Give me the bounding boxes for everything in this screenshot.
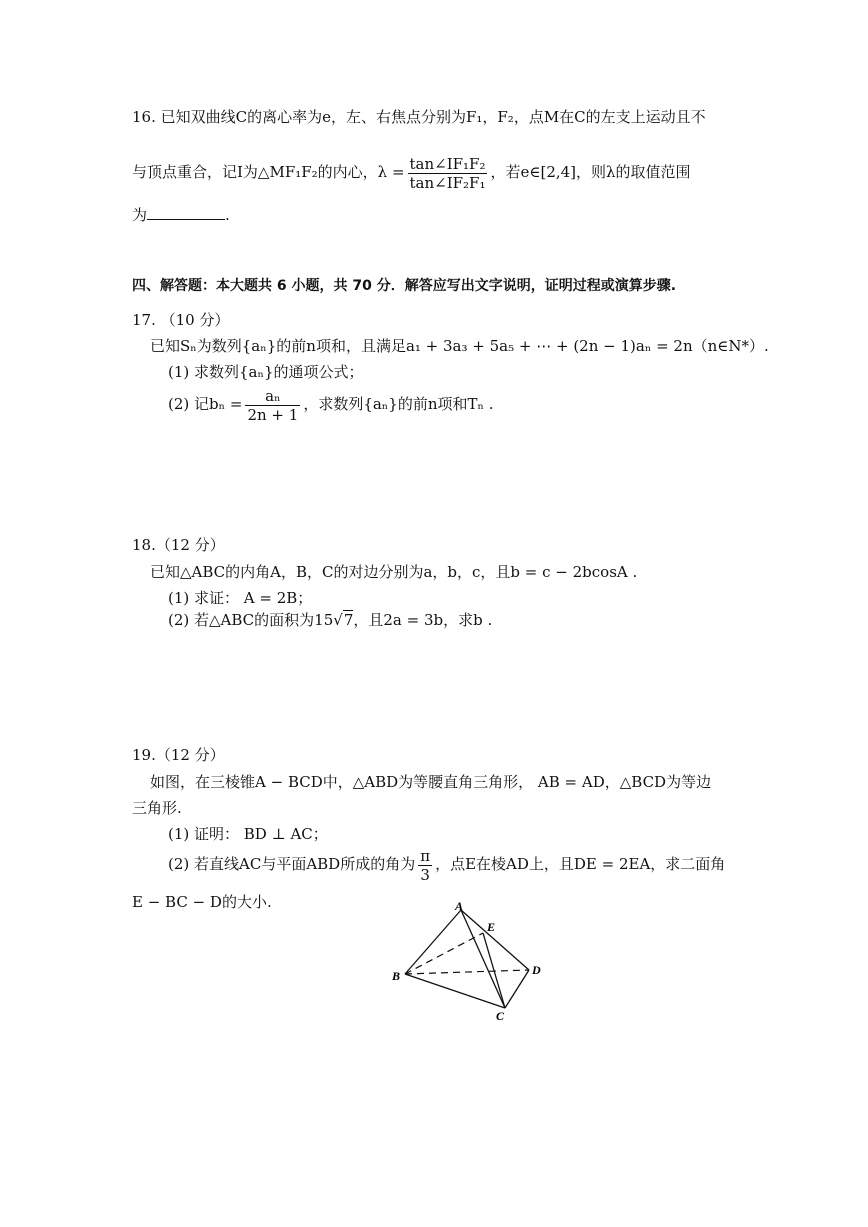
edge-ba: [405, 910, 461, 974]
q16-frac-num: tan∠IF₁F₂: [409, 154, 486, 173]
q16-fraction: [408, 155, 488, 192]
q18-header: 18.（12 分）: [132, 536, 225, 554]
q17-part2-pre: (2) 记bₙ =: [168, 395, 243, 413]
q19-stem1: 如图，在三棱锥A − BCD中，△ABD为等腰直角三角形， AB = AD，△BCD为等边: [150, 773, 712, 791]
label-e: E: [487, 920, 496, 934]
q19-part2-pre: (2) 若直线AC与平面ABD所成的角为: [168, 855, 416, 873]
q18-stem: 已知△ABC的内角A，B，C的对边分别为a，b，c，且b = c − 2bcosA .: [150, 563, 638, 581]
q18-part2: [168, 610, 492, 630]
q19-part1: (1) 证明： BD ⊥ AC；: [168, 825, 328, 843]
q16-line3-end: .: [225, 206, 230, 224]
q17-frac-num: aₙ: [245, 387, 300, 406]
q16-line3-text: 为: [132, 206, 148, 224]
q16-line2: [132, 150, 691, 194]
label-d: D: [532, 963, 541, 977]
label-c: C: [496, 1009, 505, 1023]
q17-part2: [168, 382, 494, 426]
edge-bd-hidden: [405, 970, 529, 974]
q17-part2-post: ，求数列{aₙ}的前n项和Tₙ .: [303, 395, 494, 413]
answer-blank[interactable]: [147, 205, 225, 220]
q18-part2-pre: (2) 若△ABC的面积为15: [168, 611, 334, 629]
q17-frac-den: 2n + 1: [247, 405, 299, 424]
q18-part2-post: ，且2a = 3b，求b .: [353, 611, 493, 629]
label-a: A: [455, 899, 464, 913]
q16-line2-pre: 与顶点重合，记I为△MF₁F₂的内心，λ =: [132, 163, 405, 181]
q16-line3: [132, 205, 230, 225]
edge-cd: [505, 970, 529, 1008]
q16-frac-den: tan∠IF₂F₁: [409, 173, 486, 192]
q17-fraction: [245, 387, 300, 424]
q19-part2-post: ，点E在棱AD上，且DE = 2EA，求二面角: [435, 855, 726, 873]
edge-be-hidden: [405, 933, 483, 974]
q16-line2-post: ，若e∈[2,4]，则λ的取值范围: [490, 163, 691, 181]
q18-radicand: 7: [343, 611, 354, 629]
label-b: B: [392, 969, 401, 983]
q18-part1: (1) 求证： A = 2B；: [168, 589, 313, 607]
q17-part1: (1) 求数列{aₙ}的通项公式；: [168, 363, 364, 381]
q19-fraction: [418, 847, 432, 884]
edge-ac: [461, 910, 505, 1008]
q17-stem: 已知Sₙ为数列{aₙ}的前n项和，且满足a₁ + 3a₃ + 5a₅ + ⋯ + (2n − 1)aₙ = 2n（n∈N*）.: [150, 337, 769, 355]
sqrt-sign: √: [333, 611, 343, 629]
q19-frac-num: π: [420, 846, 431, 865]
q17-header: 17. （10 分）: [132, 311, 230, 329]
section-heading: 四、解答题：本大题共 6 小题，共 70 分．解答应写出文字说明，证明过程或演算步骤.: [132, 278, 677, 294]
q19-part2-line2: E − BC − D的大小.: [132, 893, 272, 911]
q19-part2: [168, 842, 725, 886]
q19-header: 19.（12 分）: [132, 746, 225, 764]
edge-ad: [461, 910, 529, 970]
edge-bc: [405, 974, 505, 1008]
q19-frac-den: 3: [420, 865, 430, 884]
tetrahedron-figure: [385, 898, 555, 1028]
q16-line1: 16. 已知双曲线C的离心率为e，左、右焦点分别为F₁，F₂，点M在C的左支上运动且不: [132, 108, 706, 126]
q19-stem2: 三角形.: [132, 799, 182, 817]
